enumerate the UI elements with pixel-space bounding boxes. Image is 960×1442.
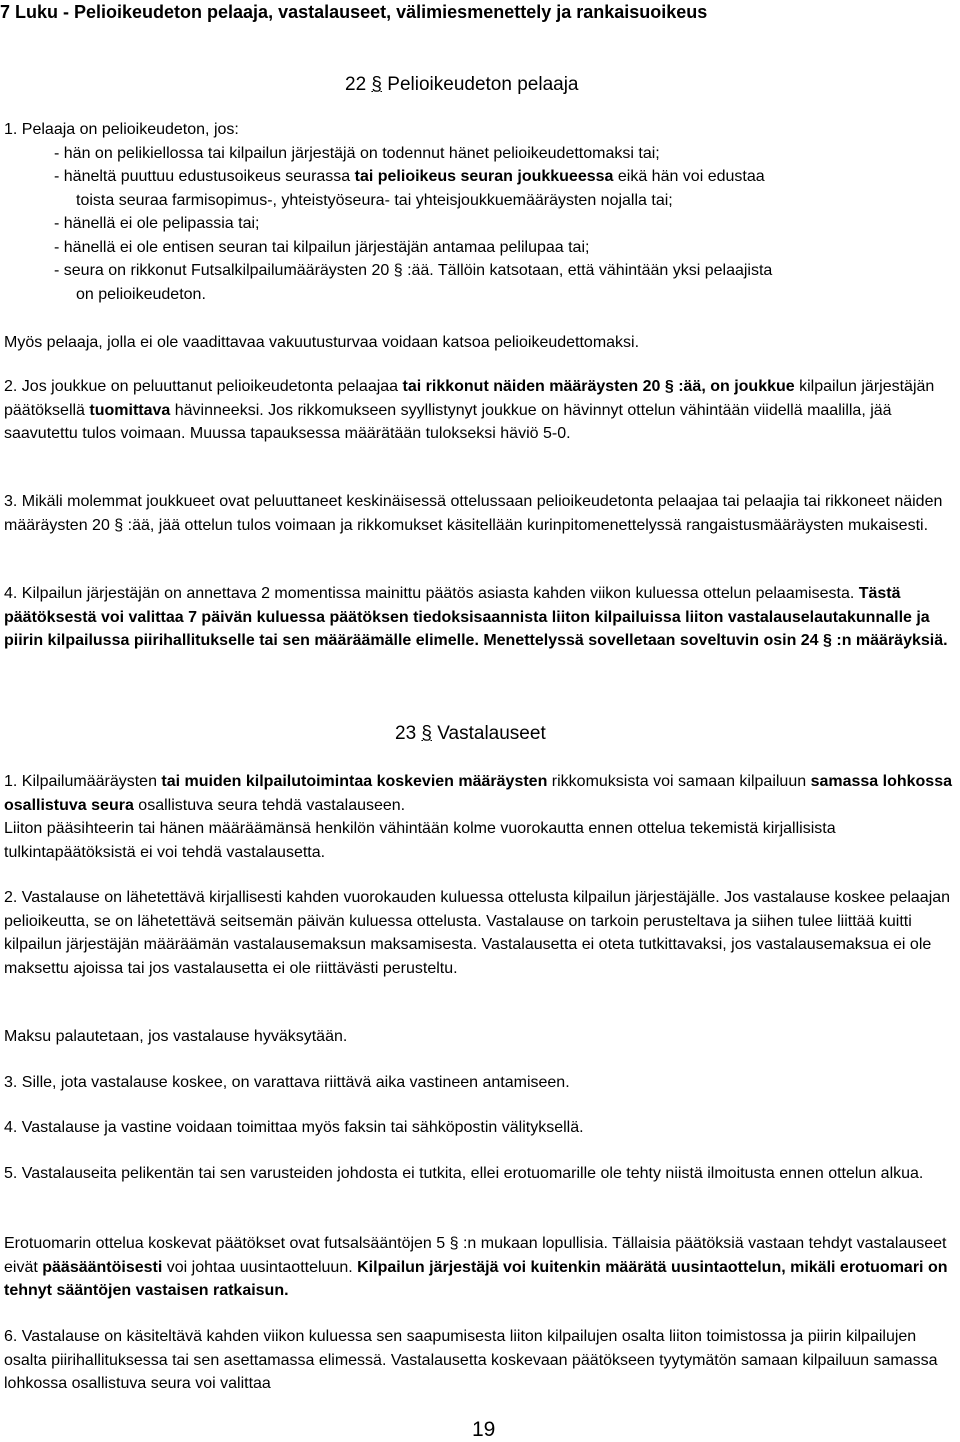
- section-number: 23: [395, 723, 417, 744]
- s23-paragraph-3: 3. Sille, jota vastalause koskee, on varattava riittävä aika vastineen antamiseen.: [4, 1074, 570, 1091]
- list-item: - hänellä ei ole pelipassia tai;: [54, 215, 260, 232]
- s23-paragraph-2: 2. Vastalause on lähetettävä kirjallisesti kahden vuorokauden kuluessa ottelusta kilpailun järjestäjälle. Jos vastalause koskee pelaajan pelioikeutta, se on lähetettävä seitsemän päivän kuluessa ottelusta. Vastalause on tarkoin perusteltava ja siihen tulee liittää kuitti kilpailun järjestäjän määräämän vastalausemaksun maksamisesta. Vastalausetta ei oteta tutkittavaksi, jos vastalausemaksua ei ole maksettu ajoissa tai jos vastalausetta ei ole riittävästi perusteltu.: [4, 889, 951, 977]
- section-number: 22: [345, 74, 367, 95]
- section-title: Pelioikeudeton pelaaja: [387, 74, 579, 95]
- s22-paragraph-1b: Myös pelaaja, jolla ei ole vaadittavaa vakuutusturvaa voidaan katsoa pelioikeudettomaksi.: [4, 334, 640, 351]
- list-item: - hänellä ei ole entisen seuran tai kilpailun järjestäjän antamaa pelilupaa tai;: [54, 238, 590, 256]
- section-23-heading: [395, 722, 546, 746]
- s23-paragraph-1: 1. Kilpailumääräysten tai muiden kilpailutoimintaa koskevien määräysten rikkomuksista voi samaan kilpailuun samassa lohkossa osallistuva seura osallistuva seura tehdä vastalauseen. Liiton pääsihteerin tai hänen määräämänsä henkilön vähintään kolme vuorokautta ennen ottelua tekemistä kirjallisista tulkintapäätöksistä ei voi tehdä vastalausetta.: [4, 773, 952, 861]
- list-item: - seura on rikkonut Futsalkilpailumääräysten 20 § :ää. Tällöin katsotaan, että vähintään yksi pelaajista: [54, 262, 773, 279]
- s22-paragraph-2: 2. Jos joukkue on peluuttanut pelioikeudetonta pelaajaa tai rikkonut näiden määräysten 20 § :ää, on joukkue kilpailun järjestäjän päätöksellä tuomittava hävinneeksi. Jos rikkomukseen syyllistynyt joukkue on hävinnyt ottelun vähintään viidellä maalilla, jää saavutettu tulos voimaan. Muussa tapauksessa määrätään tulokseksi häviö 5-0.: [4, 378, 935, 442]
- s22p1-lead: 1. Pelaaja on pelioikeudeton, jos:: [4, 121, 239, 138]
- s23-paragraph-2b: Maksu palautetaan, jos vastalause hyväksytään.: [4, 1028, 348, 1045]
- section-title: Vastalauseet: [437, 723, 546, 744]
- s23-paragraph-5b: Erotuomarin ottelua koskevat päätökset ovat futsalsääntöjen 5 § :n mukaan lopullisia. Tällaisia päätöksiä vastaan tehdyt vastalauseet eivät pääsääntöisesti voi johtaa uusintaotteluun. Kilpailun järjestäjä voi kuitenkin määrätä uusintaottelun, mikäli erotuomari on tehnyt sääntöjen vastaisen ratkaisun.: [4, 1235, 948, 1299]
- list-item-continuation: on pelioikeudeton.: [76, 285, 206, 303]
- list-item-continuation: toista seuraa farmisopimus-, yhteistyöseura- tai yhteisjoukkuemääräysten nojalla tai;: [76, 191, 673, 209]
- s23-paragraph-5: 5. Vastalauseita pelikentän tai sen varusteiden johdosta ei tutkita, ellei erotuomarille ole tehty niistä ilmoitusta ennen ottelun alkua.: [4, 1165, 924, 1182]
- s23-paragraph-4: 4. Vastalause ja vastine voidaan toimittaa myös faksin tai sähköpostin välityksellä.: [4, 1119, 584, 1136]
- list-item: - hän on pelikiellossa tai kilpailun järjestäjä on todennut hänet pelioikeudettomaksi tai;: [54, 144, 660, 162]
- s23-paragraph-6: 6. Vastalause on käsiteltävä kahden viikon kuluessa sen saapumisesta liiton kilpailujen osalta liiton toimistossa ja piirin kilpailujen osalta piirihallituksessa tai sen asettamassa elimessä. Vastalausetta koskevaan päätökseen tyytymätön samaan kilpailuun samassa lohkossa osallistuva seura voi valittaa: [4, 1328, 938, 1392]
- s22-paragraph-4: 4. Kilpailun järjestäjän on annettava 2 momentissa mainittu päätös asiasta kahden viikon kuluessa ottelun pelaamisesta. Tästä päätöksestä voi valittaa 7 päivän kuluessa päätöksen tiedoksisaannista liiton kilpailuissa liiton vastalauselautakunnalle ja piirin kilpailussa piirihallitukselle tai sen määräämälle elimelle. Menettelyssä sovelletaan soveltuvin osin 24 § :n määräyksiä.: [4, 585, 948, 649]
- section-symbol: §: [371, 74, 382, 95]
- list-item: - häneltä puuttuu edustusoikeus seurassa tai pelioikeus seuran joukkueessa eikä hän voi edustaa: [54, 168, 765, 185]
- page-number: 19: [472, 1418, 496, 1441]
- chapter-title: 7 Luku - Pelioikeudeton pelaaja, vastalauseet, välimiesmenettely ja rankaisuoikeus: [0, 2, 708, 22]
- s22-paragraph-3: 3. Mikäli molemmat joukkueet ovat peluuttaneet keskinäisessä ottelussaan pelioikeudetonta pelaajaa tai pelaajia tai rikkoneet näiden määräysten 20 § :ää, jää ottelun tulos voimaan ja rikkomukset käsitellään kurinpitomenettelyssä rangaistusmääräysten mukaisesti.: [4, 493, 943, 534]
- section-symbol: §: [421, 723, 432, 744]
- section-22-heading: [345, 73, 579, 97]
- s22-paragraph-1: [4, 118, 956, 306]
